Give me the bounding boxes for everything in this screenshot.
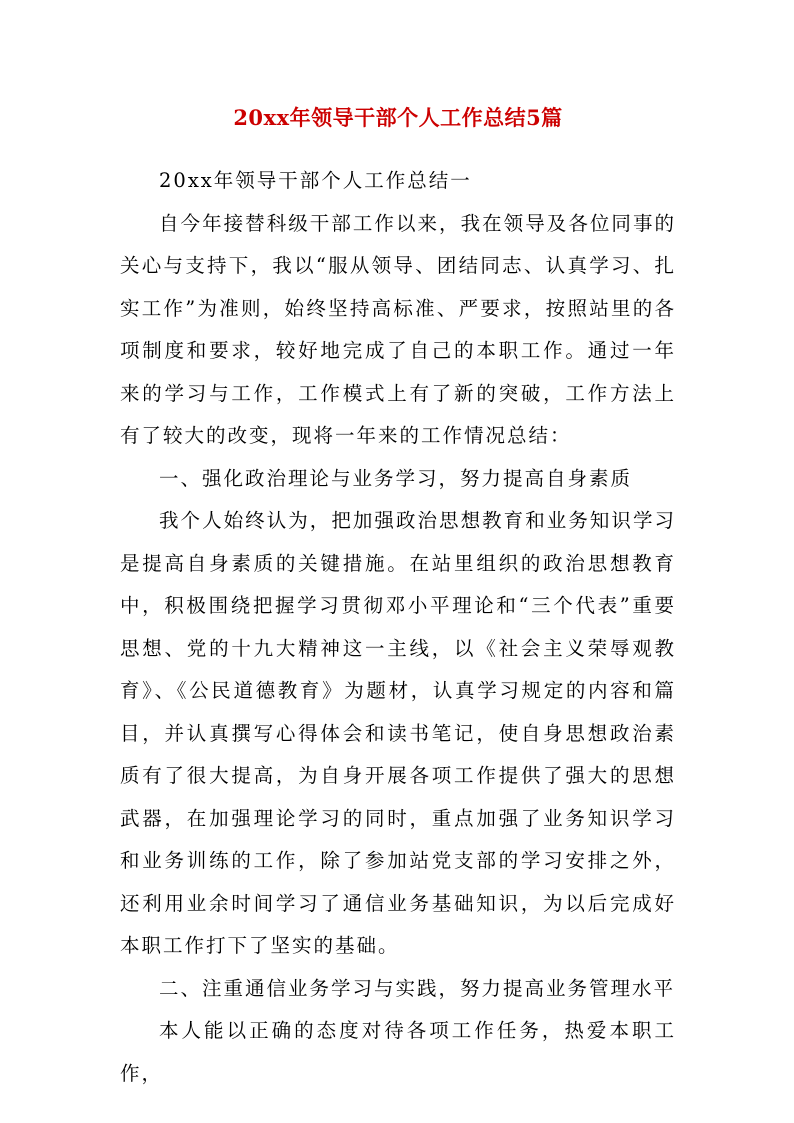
document-page	[120, 0, 676, 1123]
intro-paragraph: 自今年接替科级干部工作以来，我在领导及各位同事的关心与支持下，我以“服从领导、团结同志、认真学习、扎实工作”为准则，始终坚持高标准、严要求，按照站里的各项制度和要求，较好地完成了自己的本职工作。通过一年来的学习与工作，工作模式上有了新的突破，工作方法上有了较大的改变，现将一年来的工作情况总结：	[120, 211, 676, 447]
document-title: 20xx年领导干部个人工作总结5篇	[233, 105, 563, 130]
section-two-paragraph: 本人能以正确的态度对待各项工作任务，热爱本职工作，	[120, 1019, 676, 1085]
section-heading-one: 一、强化政治理论与业务学习，努力提高自身素质	[159, 466, 633, 490]
section-heading-two: 二、注重通信业务学习与实践，努力提高业务管理水平	[159, 976, 676, 1000]
document-body	[120, 160, 676, 1095]
section-one-paragraph: 我个人始终认为，把加强政治思想教育和业务知识学习是提高自身素质的关键措施。在站里组织的政治思想教育中，积极围绕把握学习贯彻邓小平理论和“三个代表”重要思想、党的十九大精神这一主线，以《社会主义荣辱观教育》、《公民道德教育》为题材，认真学习规定的内容和篇目，并认真撰写心得体会和读书笔记，使自身思想政治素质有了很大提高，为自身开展各项工作提供了强大的思想武器，在加强理论学习的同时，重点加强了业务知识学习和业务训练的工作，除了参加站党支部的学习安排之外，还利用业余时间学习了通信业务基础知识，为以后完成好本职工作打下了坚实的基础。	[120, 509, 676, 957]
section-heading-summary-one: 20xx年领导干部个人工作总结一	[159, 169, 472, 192]
